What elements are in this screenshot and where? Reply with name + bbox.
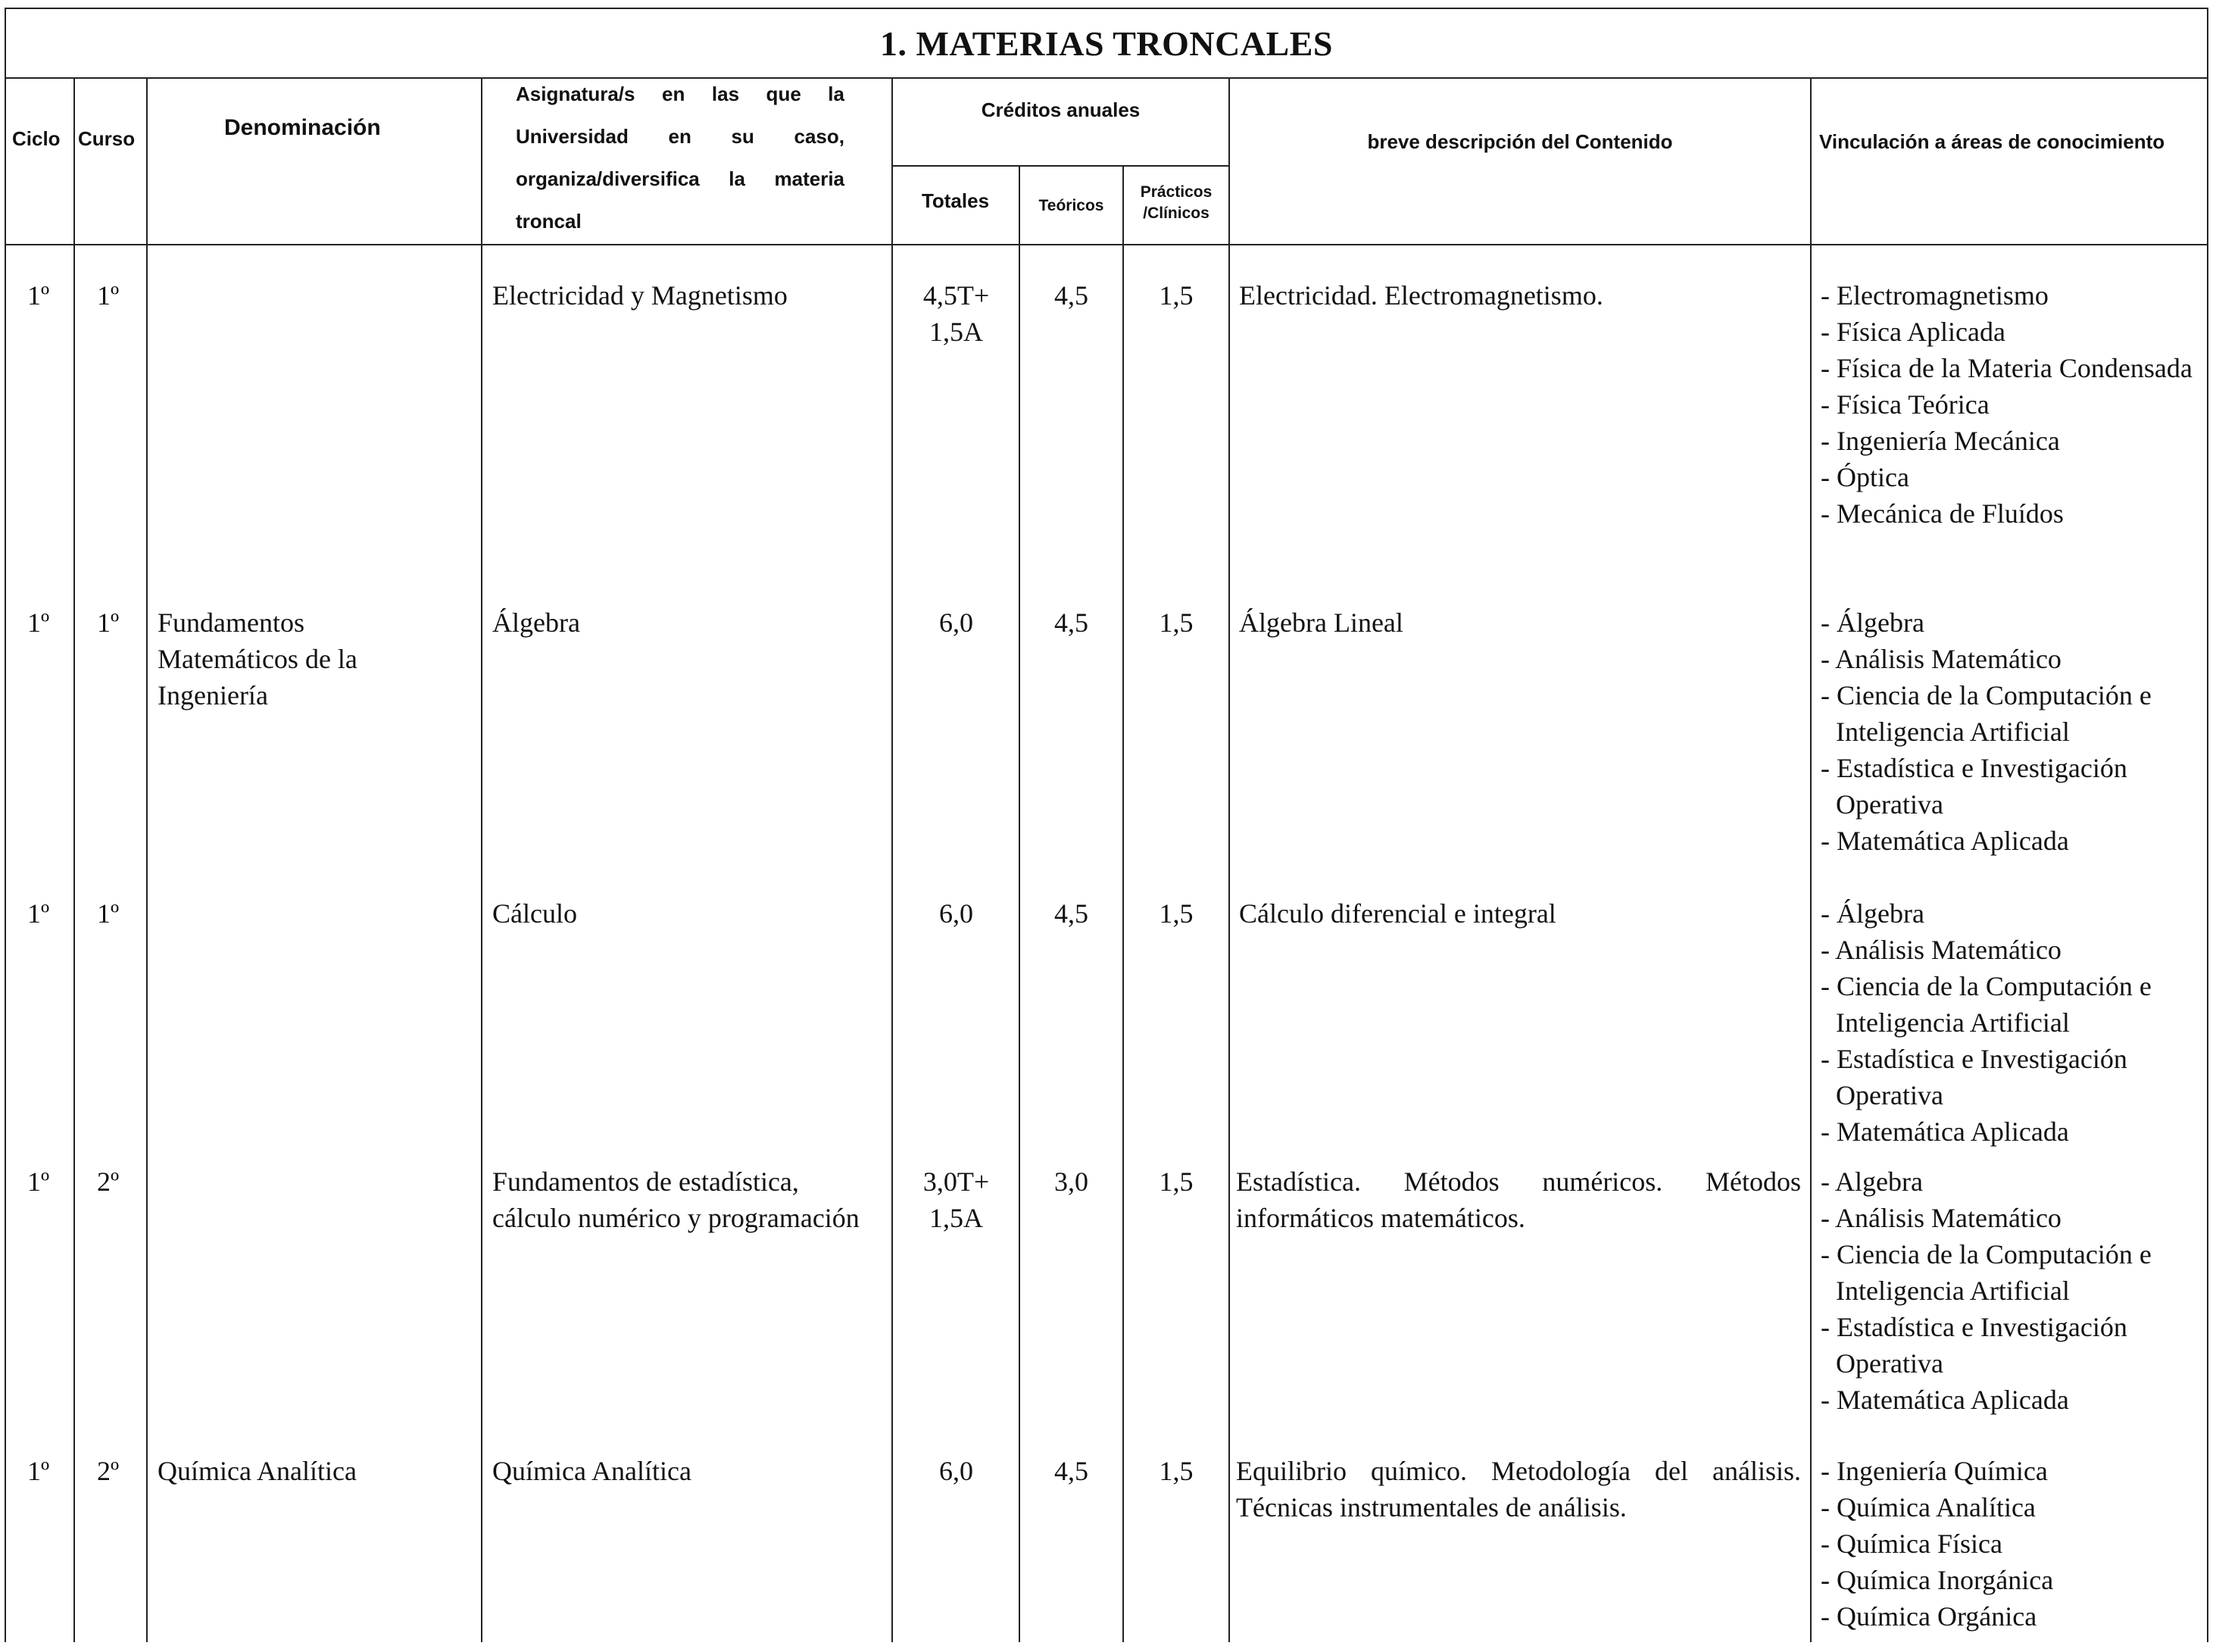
list-item: - Ingeniería Química [1821,1456,2048,1486]
header-descripcion: breve descripción del Contenido [1367,130,1673,153]
col-divider [146,79,148,1642]
cell-practicos: 1,5 [1159,607,1194,638]
header-totales: Totales [921,189,990,212]
cell-totales [894,1453,1019,1489]
cell-curso: 1º [97,898,120,929]
cell-areas [1821,604,2199,859]
header-practicos [1124,182,1228,224]
list-item: - Estadística e Investigación Operativa [1821,753,2127,820]
list-item: - Física de la Materia Condensada [1821,353,2193,383]
cell-teoricos: 4,5 [1054,1456,1088,1486]
col-divider [481,79,482,1642]
cell-teoricos: 4,5 [1054,607,1088,638]
list-item: - Mecánica de Fluídos [1821,498,2064,529]
col-divider [1810,79,1812,1642]
cell-totales [894,604,1019,641]
cell-ciclo: 1º [27,1166,50,1197]
header-asignatura: Asignatura/s en las que la Universidad en su caso, organiza/diversifica la materia troncal [516,83,844,233]
cell-descripcion: Cálculo diferencial e integral [1239,898,1556,929]
cell-totales-line1: 6,0 [939,607,973,638]
header-denominacion: Denominación [224,115,381,140]
cell-denominacion: Fundamentos Matemáticos de la Ingeniería [158,607,357,710]
cell-teoricos: 4,5 [1054,898,1088,929]
cell-asignatura: Electricidad y Magnetismo [492,280,788,311]
cell-descripcion: Electricidad. Electromagnetismo. [1239,280,1603,311]
cell-descripcion: Álgebra Lineal [1239,607,1403,638]
list-item: - Estadística e Investigación Operativa [1821,1044,2127,1110]
col-divider [1228,79,1230,1642]
cell-teoricos: 4,5 [1054,280,1088,311]
cell-asignatura: Fundamentos de estadística, cálculo numérico y programación [492,1166,860,1233]
list-item: - Física Aplicada [1821,317,2005,347]
list-item: - Química Inorgánica [1821,1565,2054,1595]
cell-totales [894,895,1019,932]
cell-practicos: 1,5 [1159,1456,1194,1486]
cell-ciclo: 1º [27,607,50,638]
cell-teoricos: 3,0 [1054,1166,1088,1197]
list-item: - Matemática Aplicada [1821,1116,2069,1147]
list-item: - Análisis Matemático [1821,644,2062,674]
col-divider [891,79,893,1642]
cell-practicos: 1,5 [1159,1166,1194,1197]
cell-totales-line1: 3,0T+ [922,1166,990,1197]
list-item: - Ciencia de la Computación e Inteligencia Artificial [1821,680,2152,747]
cell-curso: 2º [97,1166,120,1197]
table-border-left [5,245,6,1642]
title-box [5,8,2208,79]
cell-areas [1821,1163,2199,1418]
list-item: - Química Orgánica [1821,1601,2037,1632]
cell-ciclo: 1º [27,898,50,929]
list-item: - Óptica [1821,462,1909,492]
cell-totales [894,277,1019,350]
header-ciclo: Ciclo [12,127,61,150]
header-teoricos: Teóricos [1038,197,1104,214]
header-vinculacion: Vinculación a áreas de conocimiento [1819,130,2165,153]
creditos-divider [891,165,1230,167]
cell-totales-line2: 1,5A [929,317,983,347]
list-item: - Matemática Aplicada [1821,826,2069,856]
cell-descripcion: Estadística. Métodos numéricos. Métodos informáticos matemáticos. [1236,1166,1801,1233]
header-creditos: Créditos anuales [981,98,1141,121]
cell-totales-line2: 1,5A [929,1203,983,1233]
header-practicos-line2: /Clínicos [1143,205,1209,222]
list-item: - Análisis Matemático [1821,1203,2062,1233]
cell-totales-line1: 6,0 [939,898,973,929]
list-item: - Ciencia de la Computación e Inteligencia Artificial [1821,1239,2152,1306]
list-item: - Química Física [1821,1529,2002,1559]
list-item: - Álgebra [1821,607,1924,638]
cell-denominacion: Química Analítica [158,1456,357,1486]
cell-asignatura: Cálculo [492,898,577,929]
cell-descripcion: Equilibrio químico. Metodología del análisis. Técnicas instrumentales de análisis. [1236,1456,1801,1522]
cell-ciclo: 1º [27,280,50,311]
cell-areas [1821,1453,2199,1635]
cell-asignatura: Álgebra [492,607,580,638]
list-item: - Ciencia de la Computación e Inteligencia Artificial [1821,971,2152,1038]
list-item: - Química Analítica [1821,1492,2036,1522]
cell-areas [1821,277,2199,532]
cell-curso: 1º [97,280,120,311]
list-item: - Análisis Matemático [1821,935,2062,965]
cell-totales [894,1163,1019,1236]
cell-totales-line1: 6,0 [939,1456,973,1486]
list-item: - Matemática Aplicada [1821,1385,2069,1415]
cell-asignatura: Química Analítica [492,1456,691,1486]
cell-curso: 2º [97,1456,120,1486]
cell-areas [1821,895,2199,1150]
cell-practicos: 1,5 [1159,280,1194,311]
list-item: - Ingeniería Mecánica [1821,426,2060,456]
list-item: - Algebra [1821,1166,1923,1197]
header-curso: Curso [78,127,136,150]
cell-ciclo: 1º [27,1456,50,1486]
col-divider [73,79,75,1642]
list-item: - Electromagnetismo [1821,280,2049,311]
list-item: - Física Teórica [1821,389,1990,420]
list-item: - Estadística e Investigación Operativa [1821,1312,2127,1379]
table-border-right [2207,245,2208,1642]
cell-totales-line1: 4,5T+ [922,280,990,311]
cell-curso: 1º [97,607,120,638]
cell-practicos: 1,5 [1159,898,1194,929]
list-item: - Álgebra [1821,898,1924,929]
page-title: 1. MATERIAS TRONCALES [880,23,1333,63]
header-practicos-line1: Prácticos [1140,183,1213,201]
